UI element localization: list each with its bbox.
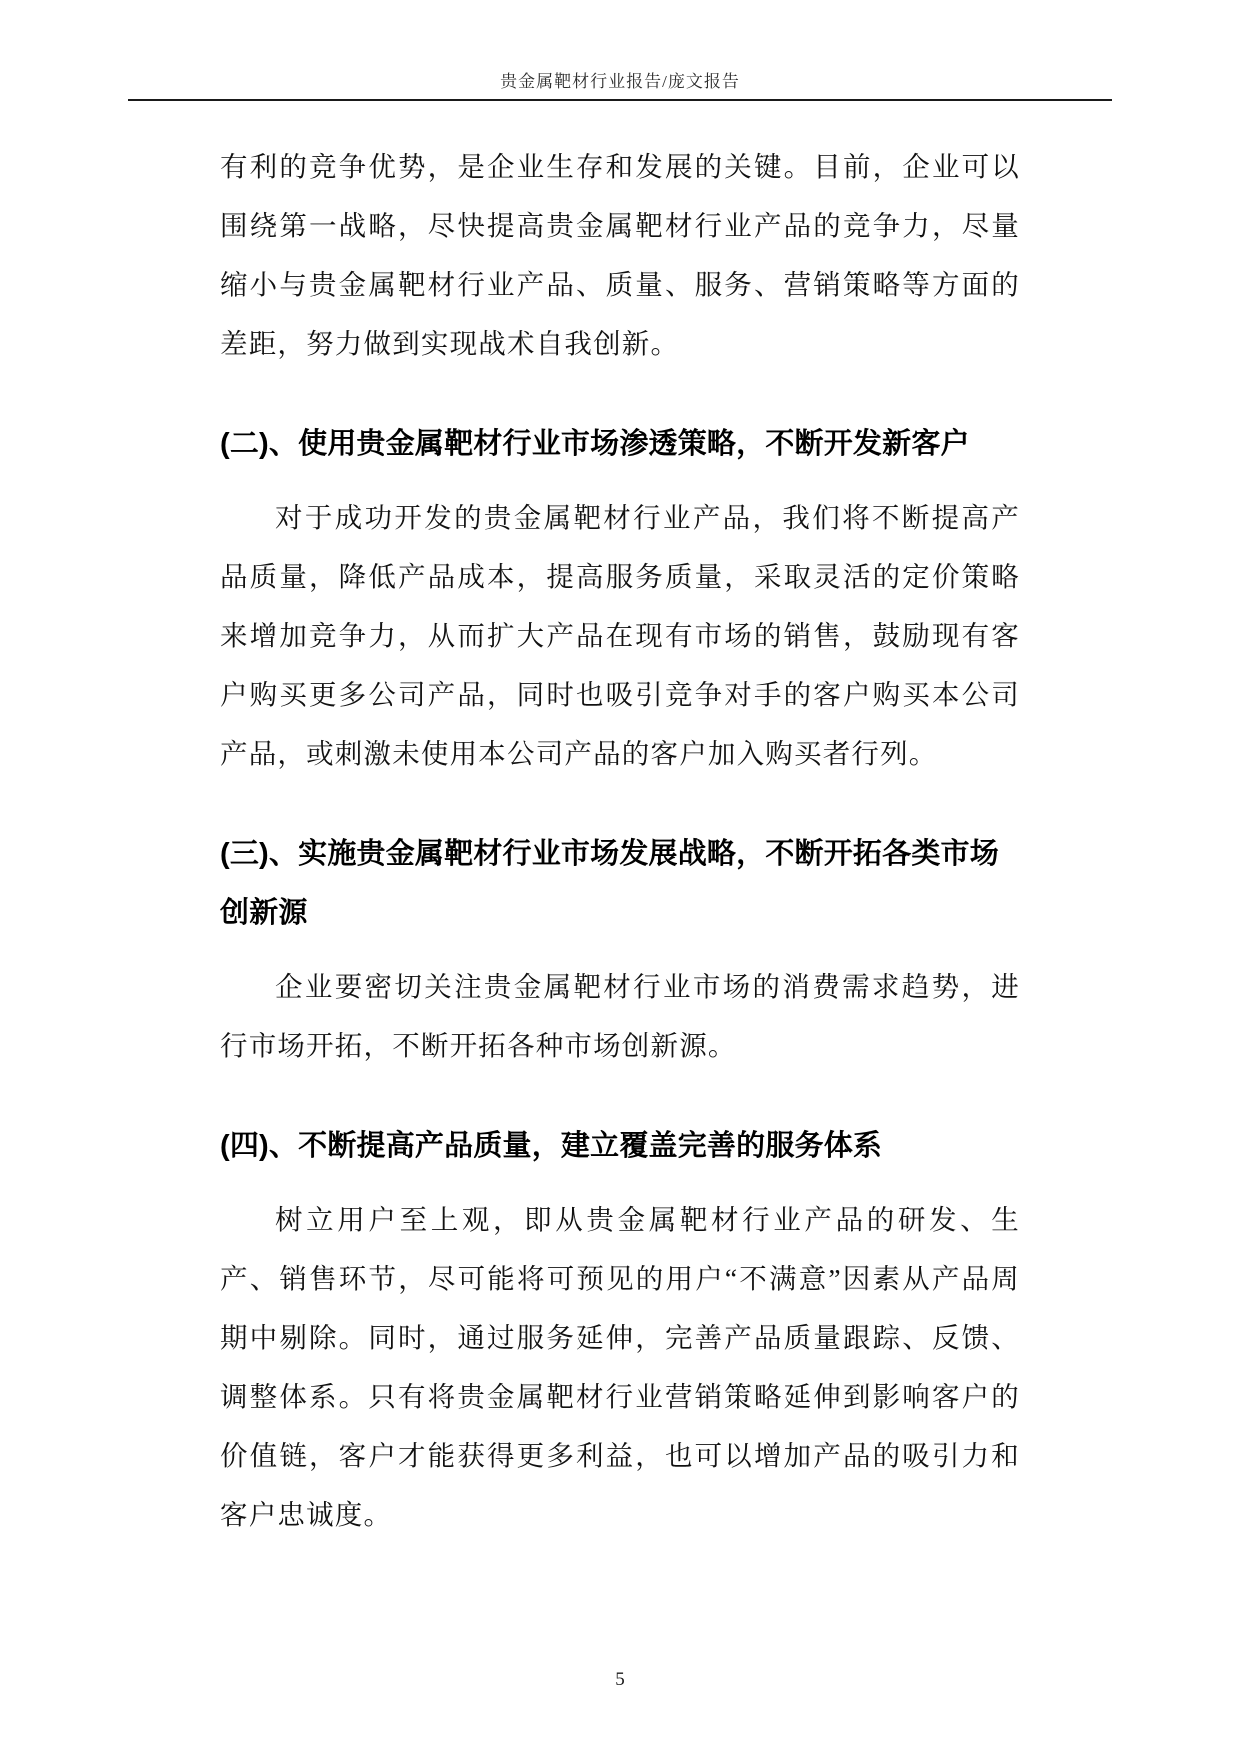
page-footer — [0, 1669, 1240, 1691]
paragraph-section-three: 企业要密切关注贵金属靶材行业市场的消费需求趋势，进行市场开拓，不断开拓各种市场创新源。 — [220, 971, 1020, 1062]
header-title: 贵金属靶材行业报告/庞文报告 — [500, 72, 740, 91]
paragraph-continuation: 有利的竞争优势，是企业生存和发展的关键。目前，企业可以围绕第一战略，尽快提高贵金属靶材行业产品的竞争力，尽量缩小与贵金属靶材行业产品、质量、服务、营销策略等方面的差距，努力做到实现战术自我创新。 — [220, 151, 1020, 360]
spacer — [220, 789, 1020, 803]
section-heading-two: (二)、使用贵金属靶材行业市场渗透策略，不断开发新客户 — [220, 428, 970, 461]
page-number: 5 — [615, 1669, 625, 1690]
page-header — [128, 0, 1112, 101]
paragraph-section-four: 树立用户至上观，即从贵金属靶材行业产品的研发、生产、销售环节，尽可能将可预见的用户“不满意”因素从产品周期中剔除。同时，通过服务延伸，完善产品质量跟踪、反馈、调整体系。只有将贵金属靶材行业营销策略延伸到影响客户的价值链，客户才能获得更多利益，也可以增加产品的吸引力和客户忠诚度。 — [220, 1204, 1020, 1531]
section-heading-four: (四)、不断提高产品质量，建立覆盖完善的服务体系 — [220, 1130, 883, 1163]
document-body — [220, 101, 1020, 1544]
paragraph-section-two: 对于成功开发的贵金属靶材行业产品，我们将不断提高产品质量，降低产品成本，提高服务质量，采取灵活的定价策略来增加竞争力，从而扩大产品在现有市场的销售，鼓励现有客户购买更多公司产品，同时也吸引竞争对手的客户购买本公司产品，或刺激未使用本公司产品的客户加入购买者行列。 — [220, 502, 1020, 770]
spacer — [220, 379, 1020, 393]
section-heading-three: (三)、实施贵金属靶材行业市场发展战略，不断开拓各类市场创新源 — [220, 838, 999, 930]
spacer — [220, 1081, 1020, 1095]
